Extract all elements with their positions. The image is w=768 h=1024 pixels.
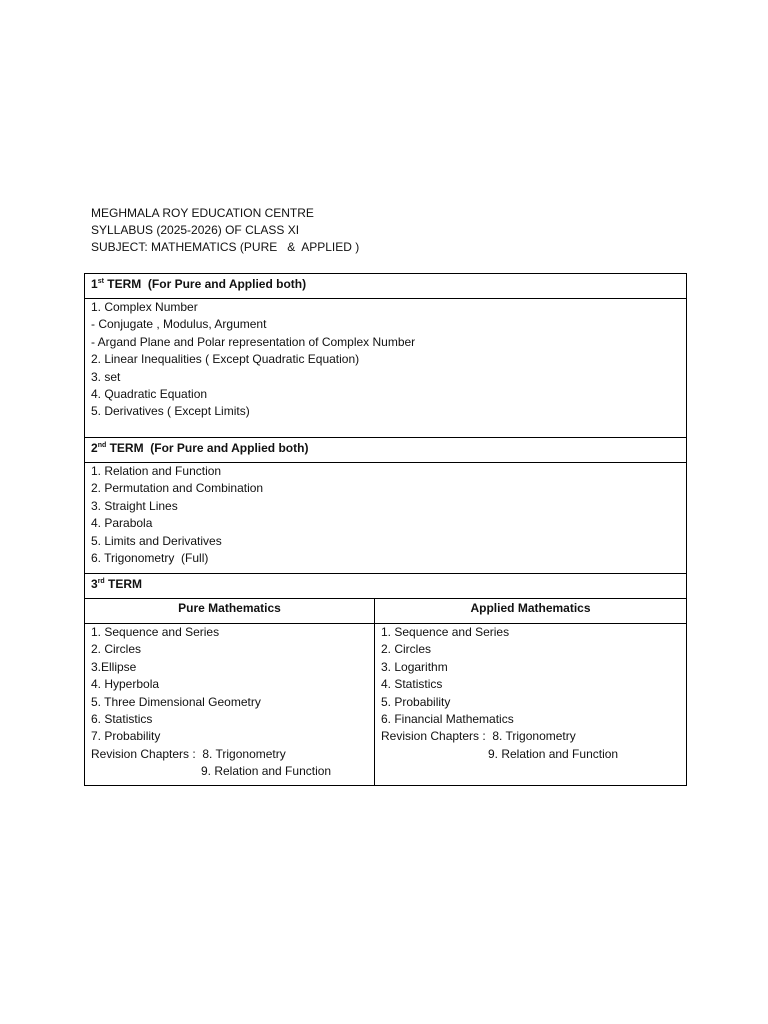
term2-topic-list: [85, 463, 687, 574]
list-item: 5. Derivatives ( Except Limits): [91, 404, 250, 419]
list-item: 1. Complex Number: [91, 300, 198, 314]
syllabus-title: SYLLABUS (2025-2026) OF CLASS XI: [91, 223, 300, 237]
term3-number: 3: [91, 577, 98, 591]
term3-content-row: [85, 624, 687, 786]
term2-content-row: [85, 463, 687, 574]
list-item: 3. set: [91, 369, 121, 384]
list-item: 5. Limits and Derivatives: [91, 533, 222, 548]
term1-content-row: [85, 299, 687, 438]
list-item: 5. Three Dimensional Geometry: [91, 694, 261, 709]
term3-suffix: rd: [97, 578, 105, 585]
term1-header-row: [85, 274, 687, 299]
pure-mathematics-heading: Pure Mathematics: [85, 599, 375, 624]
applied-topic-list: [375, 624, 687, 786]
list-item: Revision Chapters : 8. Trigonometry: [91, 746, 286, 761]
term2-heading: [85, 438, 687, 463]
term1-heading: [85, 274, 687, 299]
list-item: 1. Sequence and Series: [91, 625, 220, 639]
list-item: 1. Relation and Function: [91, 464, 222, 478]
list-item: 6. Trigonometry (Full): [91, 551, 209, 566]
pure-topic-list: [85, 624, 375, 786]
list-item: 3.Ellipse: [91, 659, 137, 674]
syllabus-table: [84, 273, 687, 786]
list-item: 6. Financial Mathematics: [381, 712, 514, 727]
list-item: 9. Relation and Function: [201, 764, 332, 779]
list-item: 5. Probability: [381, 694, 451, 709]
term2-suffix: nd: [97, 442, 107, 449]
term2-number: 2: [91, 441, 98, 455]
term3-title: TERM: [104, 577, 143, 591]
term1-topic-list: [85, 299, 687, 438]
list-item: 6. Statistics: [91, 712, 153, 727]
centre-name: MEGHMALA ROY EDUCATION CENTRE: [91, 206, 314, 220]
list-item: 4. Statistics: [381, 677, 443, 692]
term3-column-header-row: [85, 599, 687, 624]
subject-title: SUBJECT: MATHEMATICS (PURE & APPLIED ): [91, 240, 360, 254]
list-item: 3. Logarithm: [381, 659, 448, 674]
term2-title: TERM (For Pure and Applied both): [106, 441, 309, 455]
list-item: 4. Hyperbola: [91, 677, 160, 692]
term1-suffix: st: [97, 278, 104, 285]
list-item: 7. Probability: [91, 729, 161, 744]
document-header: [91, 205, 359, 256]
term3-header-row: [85, 574, 687, 599]
list-item: 1. Sequence and Series: [381, 625, 510, 639]
list-item: 4. Parabola: [91, 516, 153, 531]
list-item: 9. Relation and Function: [488, 746, 619, 761]
list-item: Revision Chapters : 8. Trigonometry: [381, 729, 576, 744]
term2-header-row: [85, 438, 687, 463]
list-item: 2. Circles: [91, 642, 142, 657]
term1-number: 1: [91, 277, 98, 291]
list-item: - Argand Plane and Polar representation of Complex Number: [91, 334, 416, 349]
applied-mathematics-heading: Applied Mathematics: [375, 599, 687, 624]
list-item: - Conjugate , Modulus, Argument: [91, 317, 267, 332]
list-item: 2. Circles: [381, 642, 432, 657]
list-item: 2. Linear Inequalities ( Except Quadratic Equation): [91, 352, 360, 367]
list-item: 4. Quadratic Equation: [91, 387, 208, 402]
term1-title: TERM (For Pure and Applied both): [103, 277, 307, 291]
list-item: 2. Permutation and Combination: [91, 481, 264, 496]
term3-heading: [85, 574, 687, 599]
list-item: 3. Straight Lines: [91, 498, 178, 513]
